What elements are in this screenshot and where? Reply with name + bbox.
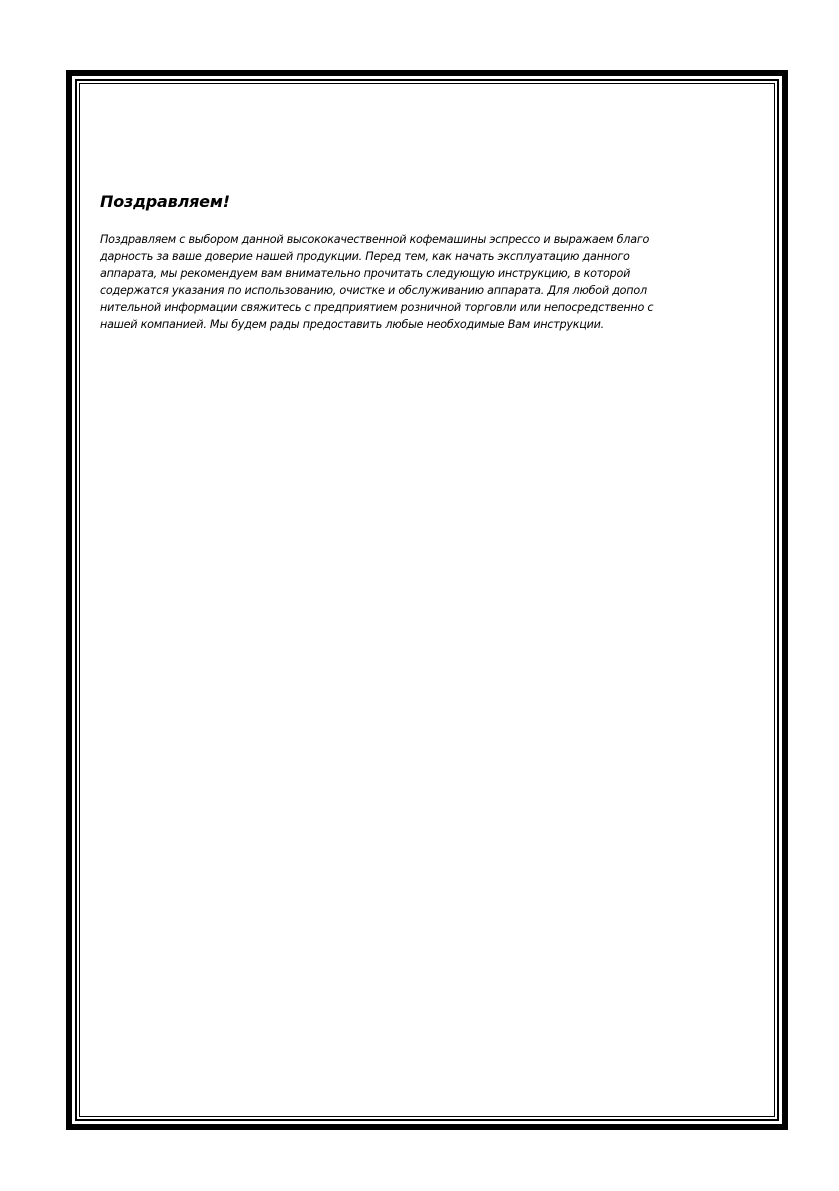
paragraph-line: аппарата, мы рекомендуем вам внимательно прочитать следующую инструкцию, в которой (100, 267, 631, 281)
paragraph-line: дарность за ваше доверие нашей продукции. Перед тем, как начать эксплуатацию данного (100, 250, 630, 264)
paragraph-line: нашей компанией. Мы будем рады предоставить любые необходимые Вам инструкции. (100, 318, 604, 332)
page-content (100, 192, 750, 334)
paragraph-line: нительной информации свяжитесь с предприятием розничной торговли или непосредственно с (100, 301, 654, 315)
paragraph-line: содержатся указания по использованию, очистке и обслуживанию аппарата. Для любой допол (100, 284, 647, 298)
page-heading: Поздравляем! (100, 192, 230, 211)
intro-paragraph (100, 231, 750, 334)
paragraph-line: Поздравляем с выбором данной высококачественной кофемашины эспрессо и выражаем благо (100, 233, 650, 246)
